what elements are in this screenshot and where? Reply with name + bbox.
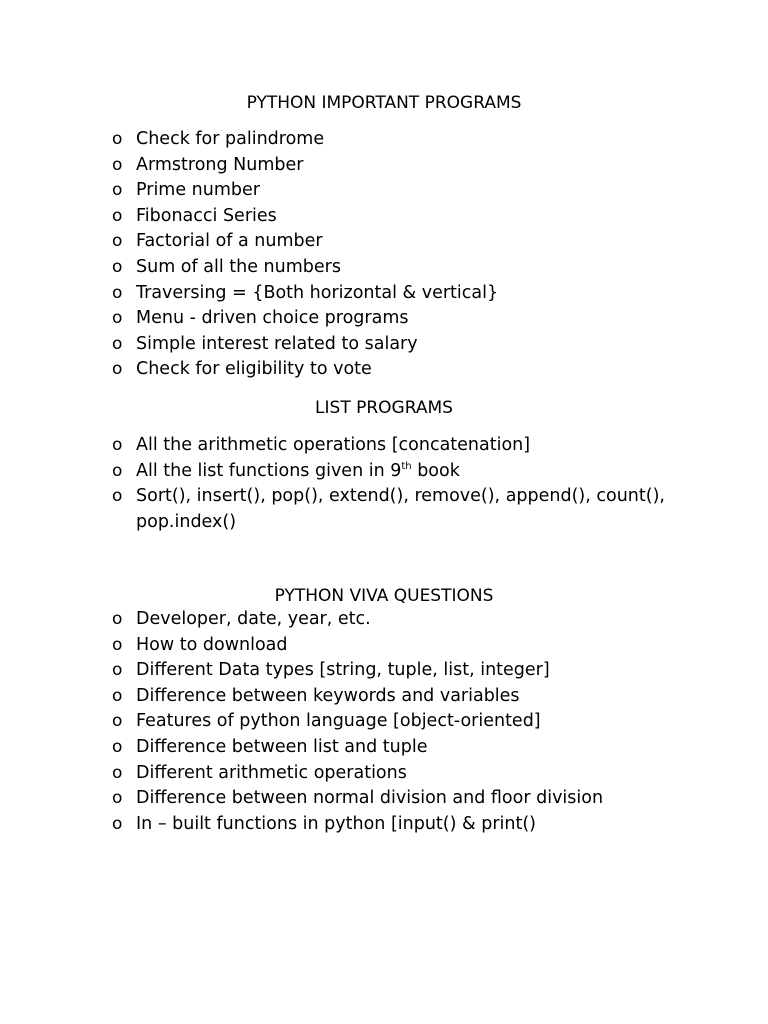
list-item	[0, 153, 696, 179]
list-item-text: Fibonacci Series	[136, 205, 277, 226]
bullet-marker: o	[112, 609, 123, 629]
list-item-text: Different arithmetic operations	[136, 762, 407, 783]
bullet-marker: o	[112, 788, 123, 809]
bullet-marker: o	[112, 282, 123, 303]
list-item	[0, 357, 696, 383]
list-item	[0, 433, 696, 459]
bullet-marker: o	[112, 813, 123, 834]
bullet-marker: o	[112, 634, 123, 655]
list-item	[0, 229, 696, 255]
list-item-text: Check for eligibility to vote	[136, 359, 372, 380]
bullet-marker: o	[112, 762, 123, 783]
bullet-marker: o	[112, 460, 123, 481]
list-item-text-before: All the list functions given in 9	[136, 460, 402, 481]
ordinal-superscript: th	[401, 460, 412, 472]
section-heading-viva-questions: PYTHON VIVA QUESTIONS	[274, 586, 494, 606]
bullet-marker: o	[112, 660, 123, 681]
bullet-marker: o	[112, 711, 123, 732]
bullet-marker: o	[112, 256, 123, 277]
bullet-marker: o	[112, 205, 123, 226]
bullet-marker: o	[112, 180, 123, 201]
bullet-marker: o	[112, 736, 123, 757]
list-item-text: Simple interest related to salary	[136, 333, 418, 354]
section-heading-list-programs: LIST PROGRAMS	[315, 398, 453, 418]
list-item	[0, 607, 696, 633]
list-item	[0, 709, 696, 735]
list-item	[0, 812, 696, 838]
list-item-text: How to download	[136, 634, 288, 655]
list-item-text: Sum of all the numbers	[136, 256, 341, 277]
list-item-text: Prime number	[136, 180, 260, 201]
bullet-marker: o	[112, 129, 123, 149]
list-item	[0, 178, 696, 204]
list-item-text: Armstrong Number	[136, 154, 304, 175]
list-item	[0, 633, 696, 659]
list-item	[0, 684, 696, 710]
important-programs-list	[0, 127, 696, 383]
list-item-text: Difference between normal division and floor division	[136, 788, 604, 809]
bullet-marker: o	[112, 154, 123, 175]
list-item-text: Menu - driven choice programs	[136, 308, 409, 329]
list-item-text: Sort(), insert(), pop(), extend(), remove(), append(), count(), pop.index()	[136, 486, 665, 532]
list-item-text: Difference between keywords and variables	[136, 685, 520, 706]
bullet-marker: o	[112, 333, 123, 354]
bullet-marker: o	[112, 486, 123, 507]
list-item	[0, 255, 696, 281]
list-item-text-after: book	[411, 460, 460, 481]
list-item-text: Factorial of a number	[136, 231, 323, 252]
list-item-text: All the arithmetic operations [concatenation]	[136, 435, 531, 455]
viva-questions-list	[0, 607, 696, 837]
list-item-text: Difference between list and tuple	[136, 736, 428, 757]
bullet-marker: o	[112, 359, 123, 380]
bullet-marker: o	[112, 308, 123, 329]
list-programs-list	[0, 433, 696, 535]
list-item	[0, 761, 696, 787]
bullet-marker: o	[112, 435, 123, 455]
list-item	[0, 735, 696, 761]
list-item-text: Developer, date, year, etc.	[136, 609, 371, 629]
bullet-marker: o	[112, 685, 123, 706]
list-item	[0, 786, 696, 812]
list-item	[0, 281, 696, 307]
list-item	[0, 332, 696, 358]
list-item-text: Features of python language [object-oriented]	[136, 711, 541, 732]
list-item-text: Check for palindrome	[136, 129, 325, 149]
section-heading-important-programs: PYTHON IMPORTANT PROGRAMS	[246, 93, 522, 113]
list-item	[0, 484, 696, 535]
list-item-text: In – built functions in python [input() & print()	[136, 813, 536, 834]
list-item	[0, 658, 696, 684]
list-item	[0, 204, 696, 230]
list-item	[0, 127, 696, 153]
list-item	[0, 306, 696, 332]
list-item-text: Traversing = {Both horizontal & vertical}	[136, 282, 499, 303]
bullet-marker: o	[112, 231, 123, 252]
list-item	[0, 459, 696, 485]
list-item-text: Different Data types [string, tuple, list, integer]	[136, 660, 550, 681]
